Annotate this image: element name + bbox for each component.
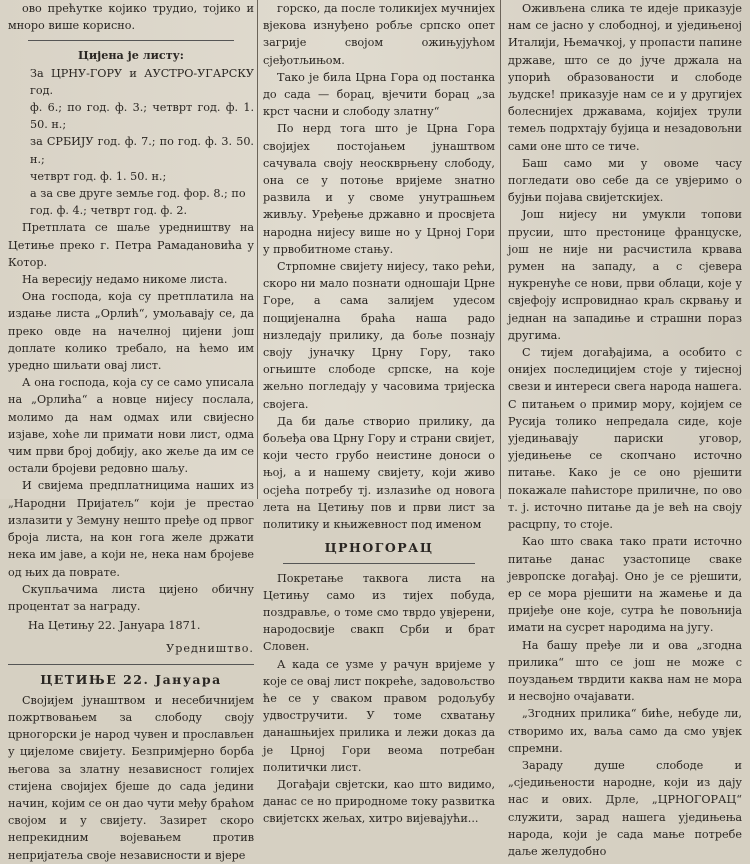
paragraph: Да би даље створио прилику, да бољеђа ова Црну Гору и страни свијет, који често грубо неистине доноси о њој, а и нашему свијету, који живо осјећа потребу тј. излазиће од новога лета на Цетињу пов и први лист за политику и књижевност под именом [263, 414, 495, 532]
column-3 [508, 0, 742, 858]
paragraph: Својијем јунаштвом и несебичнијем пожртвовањем за слободу своју црногорски је народ чувен и прослављен у цијеломе свијету. Безпримјерно борба његова за златну независност голијех стијена својијех бјеше до сада једини начин, којим се он дао чути међу браћом својом и у свијету. Зазирет скоро непрекидним војевањем против непријатеља своје независности и вјере [8, 693, 254, 862]
intro-line-1: ово прећутке којико трудио, тојико и мноро [8, 2, 254, 33]
divider [28, 40, 234, 41]
paragraph: Као што свака тако прати источно питање данас узастопице сваке јевропске догађај. Оно је се рјешити, ер се мора рјешити на жамење и да пријеђе оне које, сутра ће повољнија имати на сусрет народима на југу. [508, 535, 742, 635]
paragraph: Догађаји свјетски, као што видимо, данас се но природноме току развитка свијетскх жељах, хитро вијевајући... [263, 777, 495, 826]
price-line: год. ф. 4.; четврт год. ф. 2. [30, 204, 188, 218]
paragraph: А она господа, која су се само уписала на „Орлића“ а новце нијесу послала, молимо да нам одмах или свијесно изјаве, хоће ли примати нови лист, одма чим први број добију, ако жеље да им се остали бројеви редовно шаљу. [8, 376, 254, 476]
divider [8, 664, 254, 665]
paragraph: Тако је била Црна Гора од постанка до сада — борац, вјечити борац „за крст часни и слободу златну“ [263, 70, 495, 119]
column-1 [8, 0, 254, 862]
paragraph: Баш само ми у овоме часу погледати ово себе да се увјеримо о бујњи појава свијетскијех. [508, 156, 742, 205]
paragraph: На башу пређе ли и ова „згодна прилика“ што се још не може с поуздањем тврдити каква нам не мора и несвојно очајавати. [508, 638, 742, 704]
price-line: за СРБИЈУ год. ф. 7.; по год. ф. 3. 50. н.; [30, 135, 254, 166]
paragraph: С тијем догађајима, а особито с онијех последицијем стоје у тијесној свези и интереси свега народа нашега. С питањем о примир мору, којијем се Русија толико непредала сиде, које уједињавају париски уговор, уједињење се скопчано источно питање. Како је се оно рјешити покажале паћисторе приличне, по ово т. ј. источно питање да је већ на своју расцрпу, то стоје. [508, 346, 742, 532]
paragraph: Она господа, која су претплатила на издање листа „Орлић“, умољавају се, да преко овде на начелној цијени још доплате колико требало, на ћемо им уредно шиљати овај лист. [8, 290, 254, 373]
paragraph: И свијема предплатницима наших из „Народни Пријатељ“ који је престао излазити у Земуну нешто пређе од првог броја листа, на кон гога желе држати нека им јаве, а који не, нека нам бројеве од њих да поврате. [8, 479, 254, 579]
signature: Уредништво. [166, 642, 254, 656]
intro-line-2: више корисно. [48, 19, 136, 33]
paragraph: А када се узме у рачун вријеме у које се овај лист покреће, задовољство ће се у сваком правом родољубу удвостручити. У томе схватању данашњијех прилика и лежи доказ да је Црној Гори веома потребан политички лист. [263, 657, 495, 774]
paragraph: Стрпомне свијету нијесу, тако рећи, скоро ни мало познати одношаји Црне Горе, а сама залијем удесом пощијенална браћа наша радо низледају прилику, да боље познају своју јуначку Црну Гору, тако огњиште слободе српске, на које жељно погледају у часовима тријеска својега. [263, 260, 495, 411]
price-line: а за све друге земље год. фор. 8.; по [30, 187, 246, 201]
price-line: четврт год. ф. 1. 50. н.; [30, 169, 167, 183]
paragraph: Оживљена слика те идеје приказује нам се јасно у слободној, и уједињеној Италији, Њемачкој, у пропасти папине државе, што се до јуче држала на упорић образованости и слободе људске! приказује нам се и у другијех болеснијех државама, којијех трули темељ подрхтају бујица и незадовољни сами оне што се тиче. [508, 2, 742, 153]
dateline: На Цетињу 22. Јануара 1871. [28, 619, 201, 633]
newspaper-title: ЦРНОГОРАЦ [324, 540, 434, 556]
column-rule [257, 0, 258, 499]
subscribe-text: Претплата се шаље уредништву на Цетиње преко г. Петра Рамадановића у Котор. [8, 221, 254, 269]
paragraph: Скупљачима листа цијено обичну процентат за награду. [8, 582, 254, 613]
divider [283, 563, 475, 564]
column-2 [263, 0, 495, 826]
intro-text [8, 0, 254, 34]
price-heading: Цијена је листу: [78, 48, 184, 63]
price-line: За ЦРНУ-ГОРУ и АУСТРО-УГАРСКУ год. [30, 66, 254, 97]
price-line: ф. 6.; по год. ф. 3.; четврт год. ф. 1. 50. н.; [30, 101, 254, 132]
section-heading: ЦЕТИЊЕ 22. Јануара [40, 671, 222, 687]
column-rule [500, 0, 501, 499]
paragraph: Још нијесу ни умукли топови прусии, што престонице француске, још не није ни расчистила крвава румен на западу, а с сјевера нукренуће се нови, први облаци, које у свјефоју испровиднао краљ скрвању и једнан на западиње и страшни пораз другима. [508, 208, 742, 342]
paragraph: Покретање таквога листа на Цетињу само из тијех побуда, поздравље, о томе смо тврдо увјерени, народосвије свакп Срби и брат Словен. [263, 571, 495, 654]
paragraph: По нерд тога што је Црна Гора својијех постојањем јунаштвом сачувала своју неоскврњену слободу, она се у потоње вријеме знатно развила и у своме унутрашњем живљу. Уређење државно и просвјета народна нијесу више но у Црној Гори у првобитноме стању. [263, 122, 495, 256]
paragraph: горско, да после толикијех мучнијех вјекова изнуђено робље српско опет загрије својом ожињујућом сјеђотљињом. [263, 2, 495, 67]
paragraph: „Згодних прилика“ биће, небуде ли, створимо их, ваља само да смо увјек спремни. [508, 707, 742, 755]
no-credit-text: На вересију недамо никоме листа. [22, 273, 228, 287]
paragraph: Зараду душе слободе и „сједињености народне, који из дају нас и ових. Дрле, „ЦРНОГОРАЦ“ служити, зарад нашега уједињења народа, који је сада мање потребе даље желудобно [508, 758, 742, 858]
